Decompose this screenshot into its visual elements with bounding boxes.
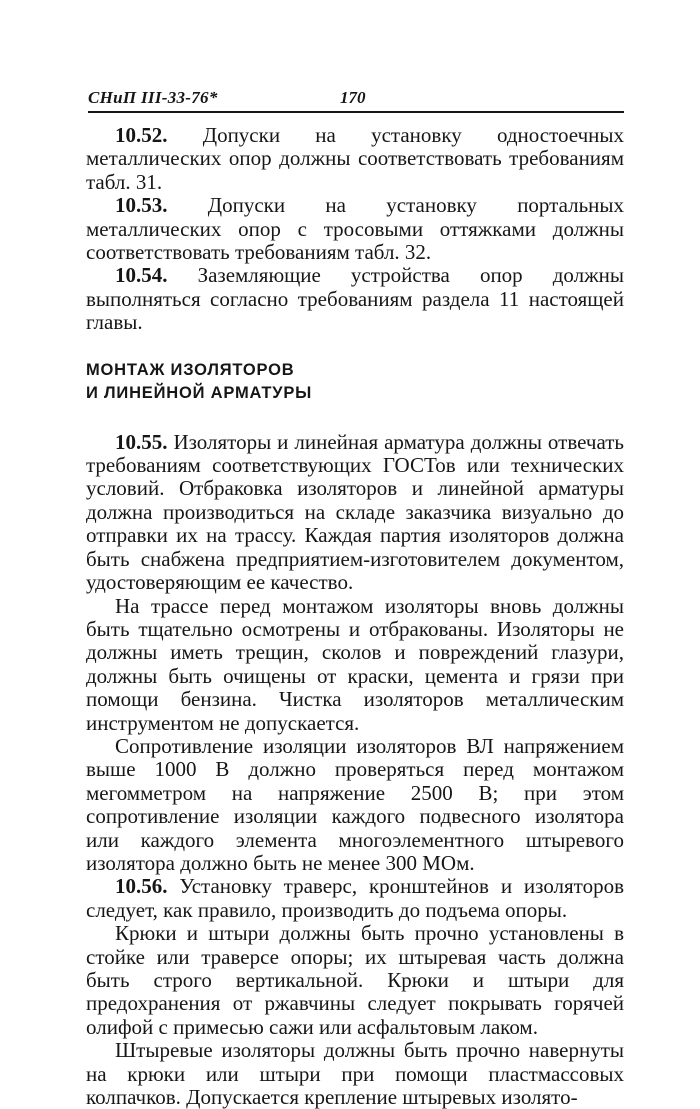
paragraph-10-53 (86, 194, 624, 264)
header-rule (88, 111, 624, 113)
paragraph-10-52 (86, 124, 624, 194)
running-title: СНиП III-33-76* (88, 88, 218, 107)
clause-number: 10.56. (115, 874, 168, 899)
paragraph-pin-insulators: Штыревые изоляторы должны быть прочно навернуты на крюки или штыри при помощи пластмассовых колпачков. Допускается крепление штыревых изолято- (86, 1038, 624, 1109)
section-heading-line: И ЛИНЕЙНОЙ АРМАТУРЫ (86, 383, 313, 402)
paragraph-10-54 (86, 264, 624, 334)
clause-text: Изоляторы и линейная арматура должны отвечать требованиям соответствующих ГОСТов или технических условий. Отбраковка изоляторов и линейной арматуры должна производиться на складе заказчика визуально до отправки их на трассу. Каждая партия изоляторов должна быть снабжена предприятием-изготовителем документом, удостоверяющим ее качество. (86, 429, 624, 595)
body-text (86, 124, 624, 1109)
clause-number: 10.54. (115, 263, 168, 288)
clause-text: Установку траверс, кронштейнов и изоляторов следует, как правило, производить до подъема опоры. (86, 874, 624, 922)
page-number: 170 (340, 88, 366, 107)
paragraph-10-55 (86, 431, 624, 595)
clause-number: 10.52. (115, 123, 168, 147)
clause-text: Заземляющие устройства опор должны выполняться согласно требованиям раздела 11 настоящей главы. (86, 263, 624, 335)
section-heading-line: МОНТАЖ ИЗОЛЯТОРОВ (86, 360, 295, 379)
clause-number: 10.53. (115, 193, 168, 218)
paragraph-hooks: Крюки и штыри должны быть прочно установлены в стойке или траверсе опоры; их штыревая часть должна быть строго вертикальной. Крюки и штыри для предохранения от ржавчины следует покрывать горячей олифой с примесью сажи или асфальтовым лаком. (86, 921, 624, 1039)
clause-number: 10.55. (115, 429, 168, 454)
paragraph-resistance: Сопротивление изоляции изоляторов ВЛ напряжением выше 1000 В должно проверяться перед монтажом мегомметром на напряжение 2500 В; при этом сопротивление изоляции каждого подвесного изолятора или каждого элемента многоэлементного штыревого изолятора должно быть не менее 300 МОм. (86, 733, 624, 875)
paragraph-inspection: На трассе перед монтажом изоляторы вновь должны быть тщательно осмотрены и отбракованы. Изоляторы не должны иметь трещин, сколов и повреждений глазури, должны быть очищены от краски, цемента и грязи при помощи бензина. Чистка изоляторов металлическим инструментом не допускается. (86, 593, 624, 735)
clause-text: Допуски на установку портальных металлических опор с тросовыми оттяжками должны соответствовать требованиям табл. 32. (86, 193, 624, 265)
page-header (88, 80, 624, 116)
clause-text: Допуски на установку одностоечных металлических опор должны соответствовать требованиям табл. 31. (86, 123, 624, 194)
paragraph-10-56 (86, 875, 624, 922)
section-heading (86, 359, 624, 405)
